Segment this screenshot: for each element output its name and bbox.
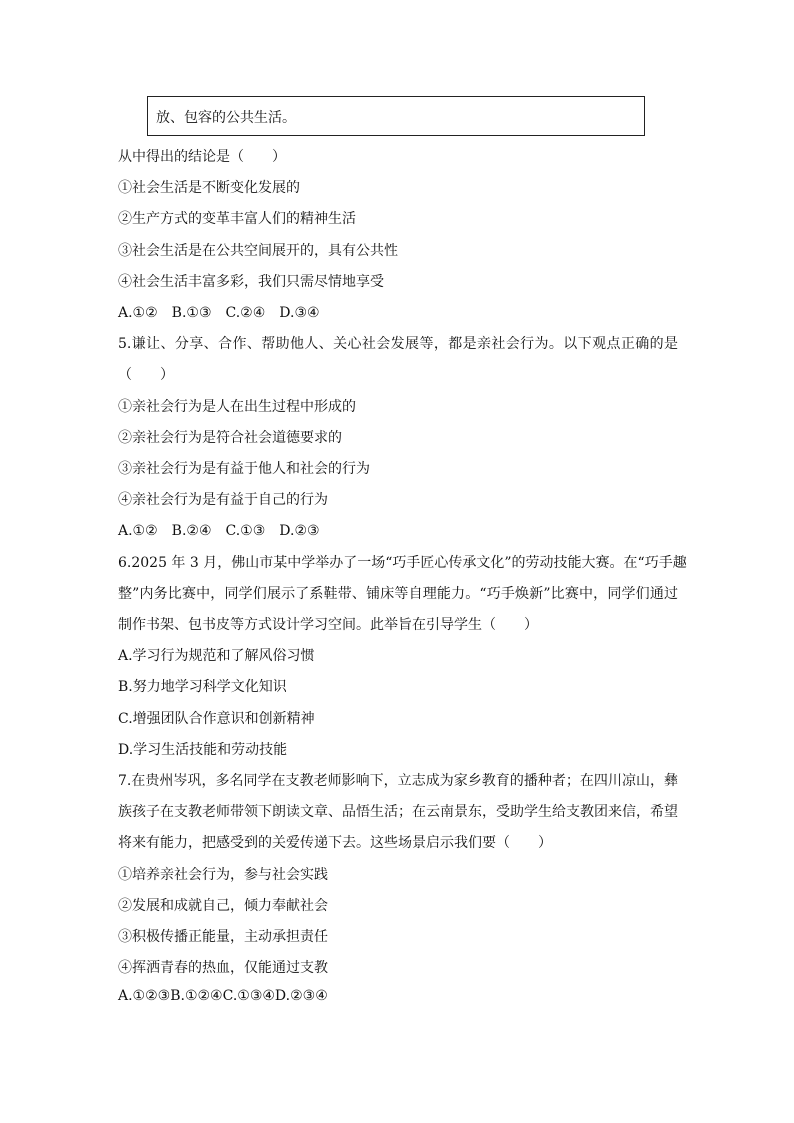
q5-stem-line-1: 5.谦让、分享、合作、帮助他人、关心社会发展等，都是亲社会行为。以下观点正确的是 <box>118 336 678 352</box>
q4-option-4: ④社会生活丰富多彩，我们只需尽情地享受 <box>118 274 384 290</box>
q6-option-d: D.学习生活技能和劳动技能 <box>118 742 288 758</box>
q6-stem-line-2: 整”内务比赛中，同学们展示了系鞋带、铺床等自理能力。“巧手焕新”比赛中，同学们通过 <box>118 586 678 602</box>
q6-option-b: B.努力地学习科学文化知识 <box>118 679 287 695</box>
q6-stem-line-3: 制作书架、包书皮等方式设计学习空间。此举旨在引导学生（ ） <box>118 617 538 633</box>
q4-option-3: ③社会生活是在公共空间展开的，具有公共性 <box>118 243 398 259</box>
q5-option-2: ②亲社会行为是符合社会道德要求的 <box>118 430 342 446</box>
q4-option-1: ①社会生活是不断变化发展的 <box>118 180 300 196</box>
q4-stem: 从中得出的结论是（ ） <box>118 149 286 165</box>
q4-option-2: ②生产方式的变革丰富人们的精神生活 <box>118 211 356 227</box>
q7-stem-line-2: 族孩子在支教老师带领下朗读文章、品悟生活；在云南景东，受助学生给支教团来信，希望 <box>118 804 678 820</box>
q5-answers: A.①② B.②④ C.①③ D.②③ <box>118 523 320 539</box>
q5-option-3: ③亲社会行为是有益于他人和社会的行为 <box>118 461 370 477</box>
q7-option-3: ③积极传播正能量，主动承担责任 <box>118 929 328 945</box>
q7-answers: A.①②③B.①②④C.①③④D.②③④ <box>118 988 328 1004</box>
q7-option-4: ④挥洒青春的热血，仅能通过支教 <box>118 960 328 976</box>
material-box-text: 放、包容的公共生活。 <box>156 110 296 126</box>
material-box <box>147 96 645 136</box>
q5-stem-line-2: （ ） <box>118 367 174 383</box>
q7-option-1: ①培养亲社会行为，参与社会实践 <box>118 867 328 883</box>
q6-option-c: C.增强团队合作意识和创新精神 <box>118 711 315 727</box>
q4-answers: A.①② B.①③ C.②④ D.③④ <box>118 305 320 321</box>
q5-option-1: ①亲社会行为是人在出生过程中形成的 <box>118 399 356 415</box>
q5-option-4: ④亲社会行为是有益于自己的行为 <box>118 492 328 508</box>
q7-stem-line-3: 将来有能力，把感受到的关爱传递下去。这些场景启示我们要（ ） <box>118 835 552 851</box>
q7-stem-line-1: 7.在贵州岑巩，多名同学在支教老师影响下，立志成为家乡教育的播种者；在四川凉山，彝 <box>118 773 678 789</box>
q6-option-a: A.学习行为规范和了解风俗习惯 <box>118 648 315 664</box>
q7-option-2: ②发展和成就自己，倾力奉献社会 <box>118 898 328 914</box>
q6-stem-line-1: 6.2025 年 3 月，佛山市某中学举办了一场“巧手匠心传承文化”的劳动技能大赛。在“巧手趣 <box>118 555 687 571</box>
